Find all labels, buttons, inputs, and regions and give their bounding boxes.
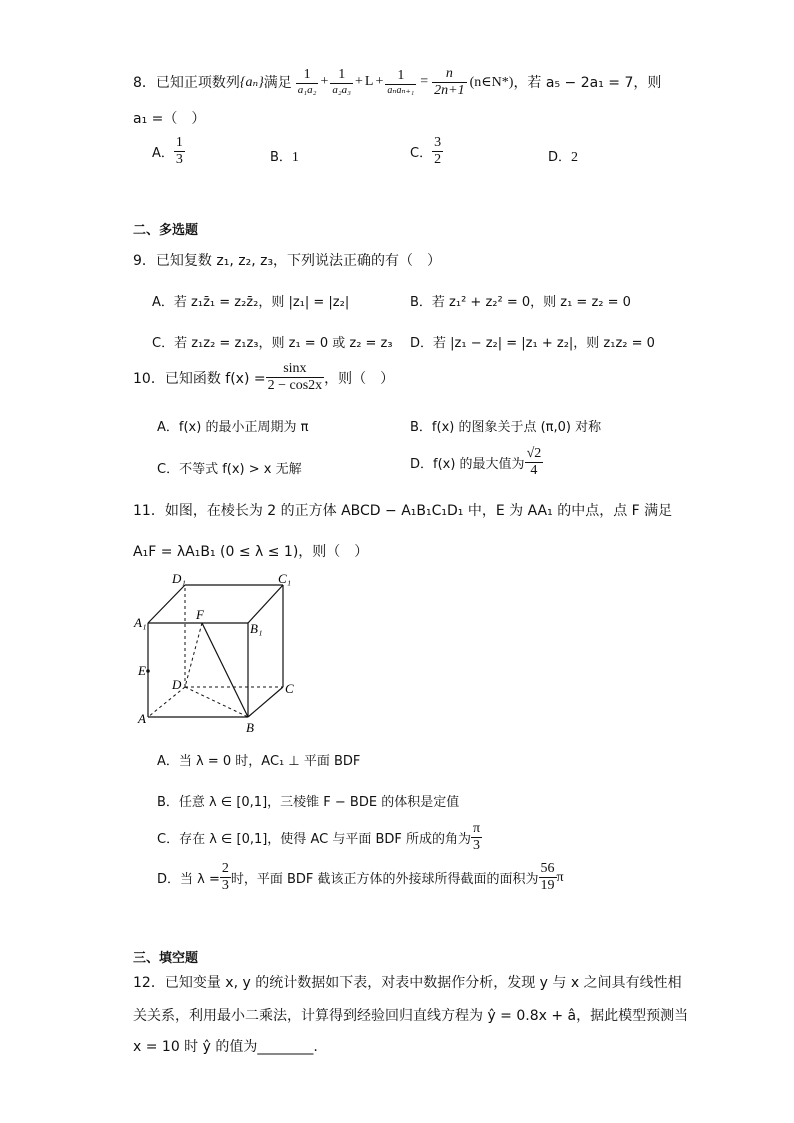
q8-line2: a₁ =（ ） xyxy=(133,111,206,127)
q10-option-c: C．不等式 f(x) > x 无解 xyxy=(157,462,302,477)
label-D: D xyxy=(172,677,182,692)
edge-B1-C1 xyxy=(248,585,283,623)
q10-option-d: D． f(x) 的最大值为 $\frac{√2}{4}$ xyxy=(410,446,542,478)
q8-rhs: $\frac{n}{2n+1}$ xyxy=(434,65,465,98)
q11-option-d: D． 当 λ = $\frac{2}{3}$ 时，平面 BDF 截该正方体的外接球所得截面的面积为 $\frac{56}{19}$ π xyxy=(157,861,564,893)
q10-option-a: A．f(x) 的最小正周期为 π xyxy=(157,420,309,435)
cube-figure xyxy=(128,565,308,745)
label-B: B xyxy=(246,720,254,735)
q9-stem: 9．已知复数 z₁, z₂, z₃，下列说法正确的有（ ） xyxy=(133,253,442,269)
edge-A1-D1 xyxy=(148,585,185,623)
q8-term-n: $\frac{1}{\text{aₙaₙ₊₁}}$ xyxy=(387,67,415,96)
section-fill-blank: 三、填空题 xyxy=(133,951,199,966)
edge-B-C xyxy=(248,687,283,717)
q9-option-b: B．若 z₁² + z₂² = 0，则 z₁ = z₂ = 0 xyxy=(410,295,631,310)
q8-term-1: $\frac{1}{\text{a₁a₂}}$ xyxy=(297,67,317,96)
q9-option-c: C．若 z₁z₂ = z₁z₃，则 z₁ = 0 或 z₂ = z₃ xyxy=(152,336,393,351)
q8-mid: 满足 xyxy=(263,75,292,91)
q8-seq: {aₙ} xyxy=(239,74,264,90)
q11-option-a: A．当 λ = 0 时，AC₁ ⊥ 平面 BDF xyxy=(157,754,361,769)
q11-stem: 11．如图，在棱长为 2 的正方体 ABCD − A₁B₁C₁D₁ 中，E 为 AA₁ 的中点，点 F 满足 xyxy=(133,503,673,519)
q9-option-d: D．若 |z₁ − z₂| = |z₁ + z₂|，则 z₁z₂ = 0 xyxy=(410,336,655,351)
edge-D-B xyxy=(185,687,248,717)
q10-option-b: B．f(x) 的图象关于点 (π,0) 对称 xyxy=(410,420,602,435)
q8-option-a: A． $\frac{1}{3}$ xyxy=(152,135,183,167)
q8-ellipsis: L xyxy=(364,74,374,89)
point-E xyxy=(146,669,150,673)
q8-line1: 8． 已知正项数列 {aₙ} 满足 $\frac{1}{\text{a₁a₂}}$ + $\frac{1}{\text{a₂a₃}}$ + L + $\frac{1}{\text{aₙaₙ₊₁}}$ = $\frac{n}{2n+1}$ (n∈N*) ，若 a₅ − 2a₁ = 7，则 xyxy=(133,65,662,98)
label-D1: D₁ xyxy=(172,571,186,586)
q8-cond: (n∈N*) xyxy=(469,74,514,90)
q9-option-a: A．若 z₁z̄₁ = z₂z̄₂，则 |z₁| = |z₂| xyxy=(152,295,350,310)
q8-term-2: $\frac{1}{\text{a₂a₃}}$ xyxy=(332,67,352,96)
q11-option-c: C． 存在 λ ∈ [0,1]，使得 AC 与平面 BDF 所成的角为 $\frac{\pi}{3}$ xyxy=(157,821,481,853)
q8-pre: 已知正项数列 xyxy=(155,75,240,91)
q8-option-d: D．2 xyxy=(548,150,579,165)
label-E: E xyxy=(138,663,146,678)
label-B1: B₁ xyxy=(250,621,263,636)
q10-fraction: $\frac{\sin x}{2 - \cos 2x}$ xyxy=(267,361,323,393)
q10-stem: 10． 已知函数 f(x) = $\frac{\sin x}{2 - \cos 2x}$ ，则（ ） xyxy=(133,361,395,393)
q12-line2: 关关系，利用最小二乘法，计算得到经验回归直线方程为 ŷ = 0.8x + â，据此模型预测当 xyxy=(133,1008,689,1024)
q11-line2: A₁F = λA₁B₁ (0 ≤ λ ≤ 1)，则（ ） xyxy=(133,544,369,560)
edge-F-B xyxy=(202,623,248,717)
q11-option-b: B．任意 λ ∈ [0,1]，三棱锥 F − BDE 的体积是定值 xyxy=(157,795,460,810)
q12-line1: 12．已知变量 x, y 的统计数据如下表，对表中数据作分析，发现 y 与 x 之间具有线性相 xyxy=(133,975,682,991)
label-A: A xyxy=(138,711,146,726)
q8-number: 8． xyxy=(133,75,156,91)
q8-option-c: C． $\frac{3}{2}$ xyxy=(410,135,442,167)
q8-tail: ，若 a₅ − 2a₁ = 7，则 xyxy=(513,75,662,91)
label-C: C xyxy=(285,681,294,696)
label-A1: A₁ xyxy=(134,615,147,630)
edge-F-D xyxy=(185,623,202,687)
q12-line3: x = 10 时 ŷ 的值为________. xyxy=(133,1039,318,1055)
label-F: F xyxy=(196,607,204,622)
q8-option-b: B．1 xyxy=(270,150,299,165)
label-C1: C₁ xyxy=(278,571,292,586)
section-multi-choice: 二、多选题 xyxy=(133,223,199,238)
